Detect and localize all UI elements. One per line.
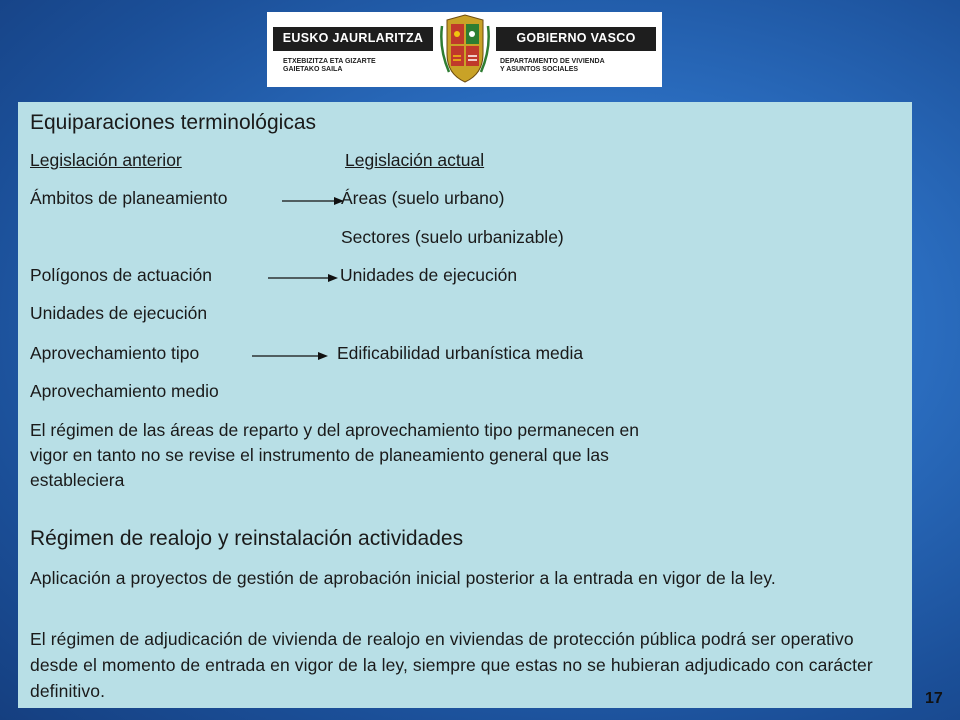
section2-paragraph-1: Aplicación a proyectos de gestión de aprobación inicial posterior a la entrada en vigor de la ley. [30,568,776,588]
row-right-5: Edificabilidad urbanística media [337,343,584,363]
row-left-5: Aprovechamiento tipo [30,343,200,363]
logo-department-right-line1: DEPARTAMENTO DE VIVIENDA [500,58,605,65]
row-left-4: Unidades de ejecución [30,303,208,323]
logo-department-left-line1: ETXEBIZITZA ETA GIZARTE [283,58,376,65]
arrow-right-icon [282,195,344,207]
page-number: 17 [925,690,943,707]
section2-paragraph-2: El régimen de adjudicación de vivienda de realojo en viviendas de protección pública podrá ser operativo desde el momento de entrada en vigor de la ley, siempre que estas no se hubieran adjudicado con carácter definitivo. [30,629,873,701]
row-left-3: Polígonos de actuación [30,265,212,285]
arrow-right-icon [252,350,328,362]
row-right-3: Unidades de ejecución [340,265,518,285]
logo-department-right [500,58,605,74]
arrow-right-icon [268,272,338,284]
transitional-note: El régimen de las áreas de reparto y del aprovechamiento tipo permanecen en vigor en tanto no se revise el instrumento de planeamiento general que las estableciera [30,420,639,490]
section1-title: Equiparaciones terminológicas [30,111,316,134]
row-right-2: Sectores (suelo urbanizable) [341,227,564,247]
logo-name-right: GOBIERNO VASCO [516,31,636,45]
gobierno-vasco-logo [267,12,662,87]
logo-department-left [283,58,376,74]
content-panel [18,102,912,708]
logo-name-left: EUSKO JAURLARITZA [282,31,424,45]
column-header-current: Legislación actual [345,150,485,170]
logo-name-bar-left [273,27,433,51]
row-right-1: Áreas (suelo urbano) [341,188,505,208]
logo-department-left-line2: GAIETAKO SAILA [283,66,343,73]
section2-title: Régimen de realojo y reinstalación actividades [30,527,464,550]
logo-department-right-line2: Y ASUNTOS SOCIALES [500,66,579,73]
row-left-1: Ámbitos de planeamiento [30,188,228,208]
logo-name-bar-right [496,27,656,51]
coat-of-arms-icon [439,14,491,84]
column-header-previous: Legislación anterior [30,150,182,170]
row-left-6: Aprovechamiento medio [30,381,219,401]
